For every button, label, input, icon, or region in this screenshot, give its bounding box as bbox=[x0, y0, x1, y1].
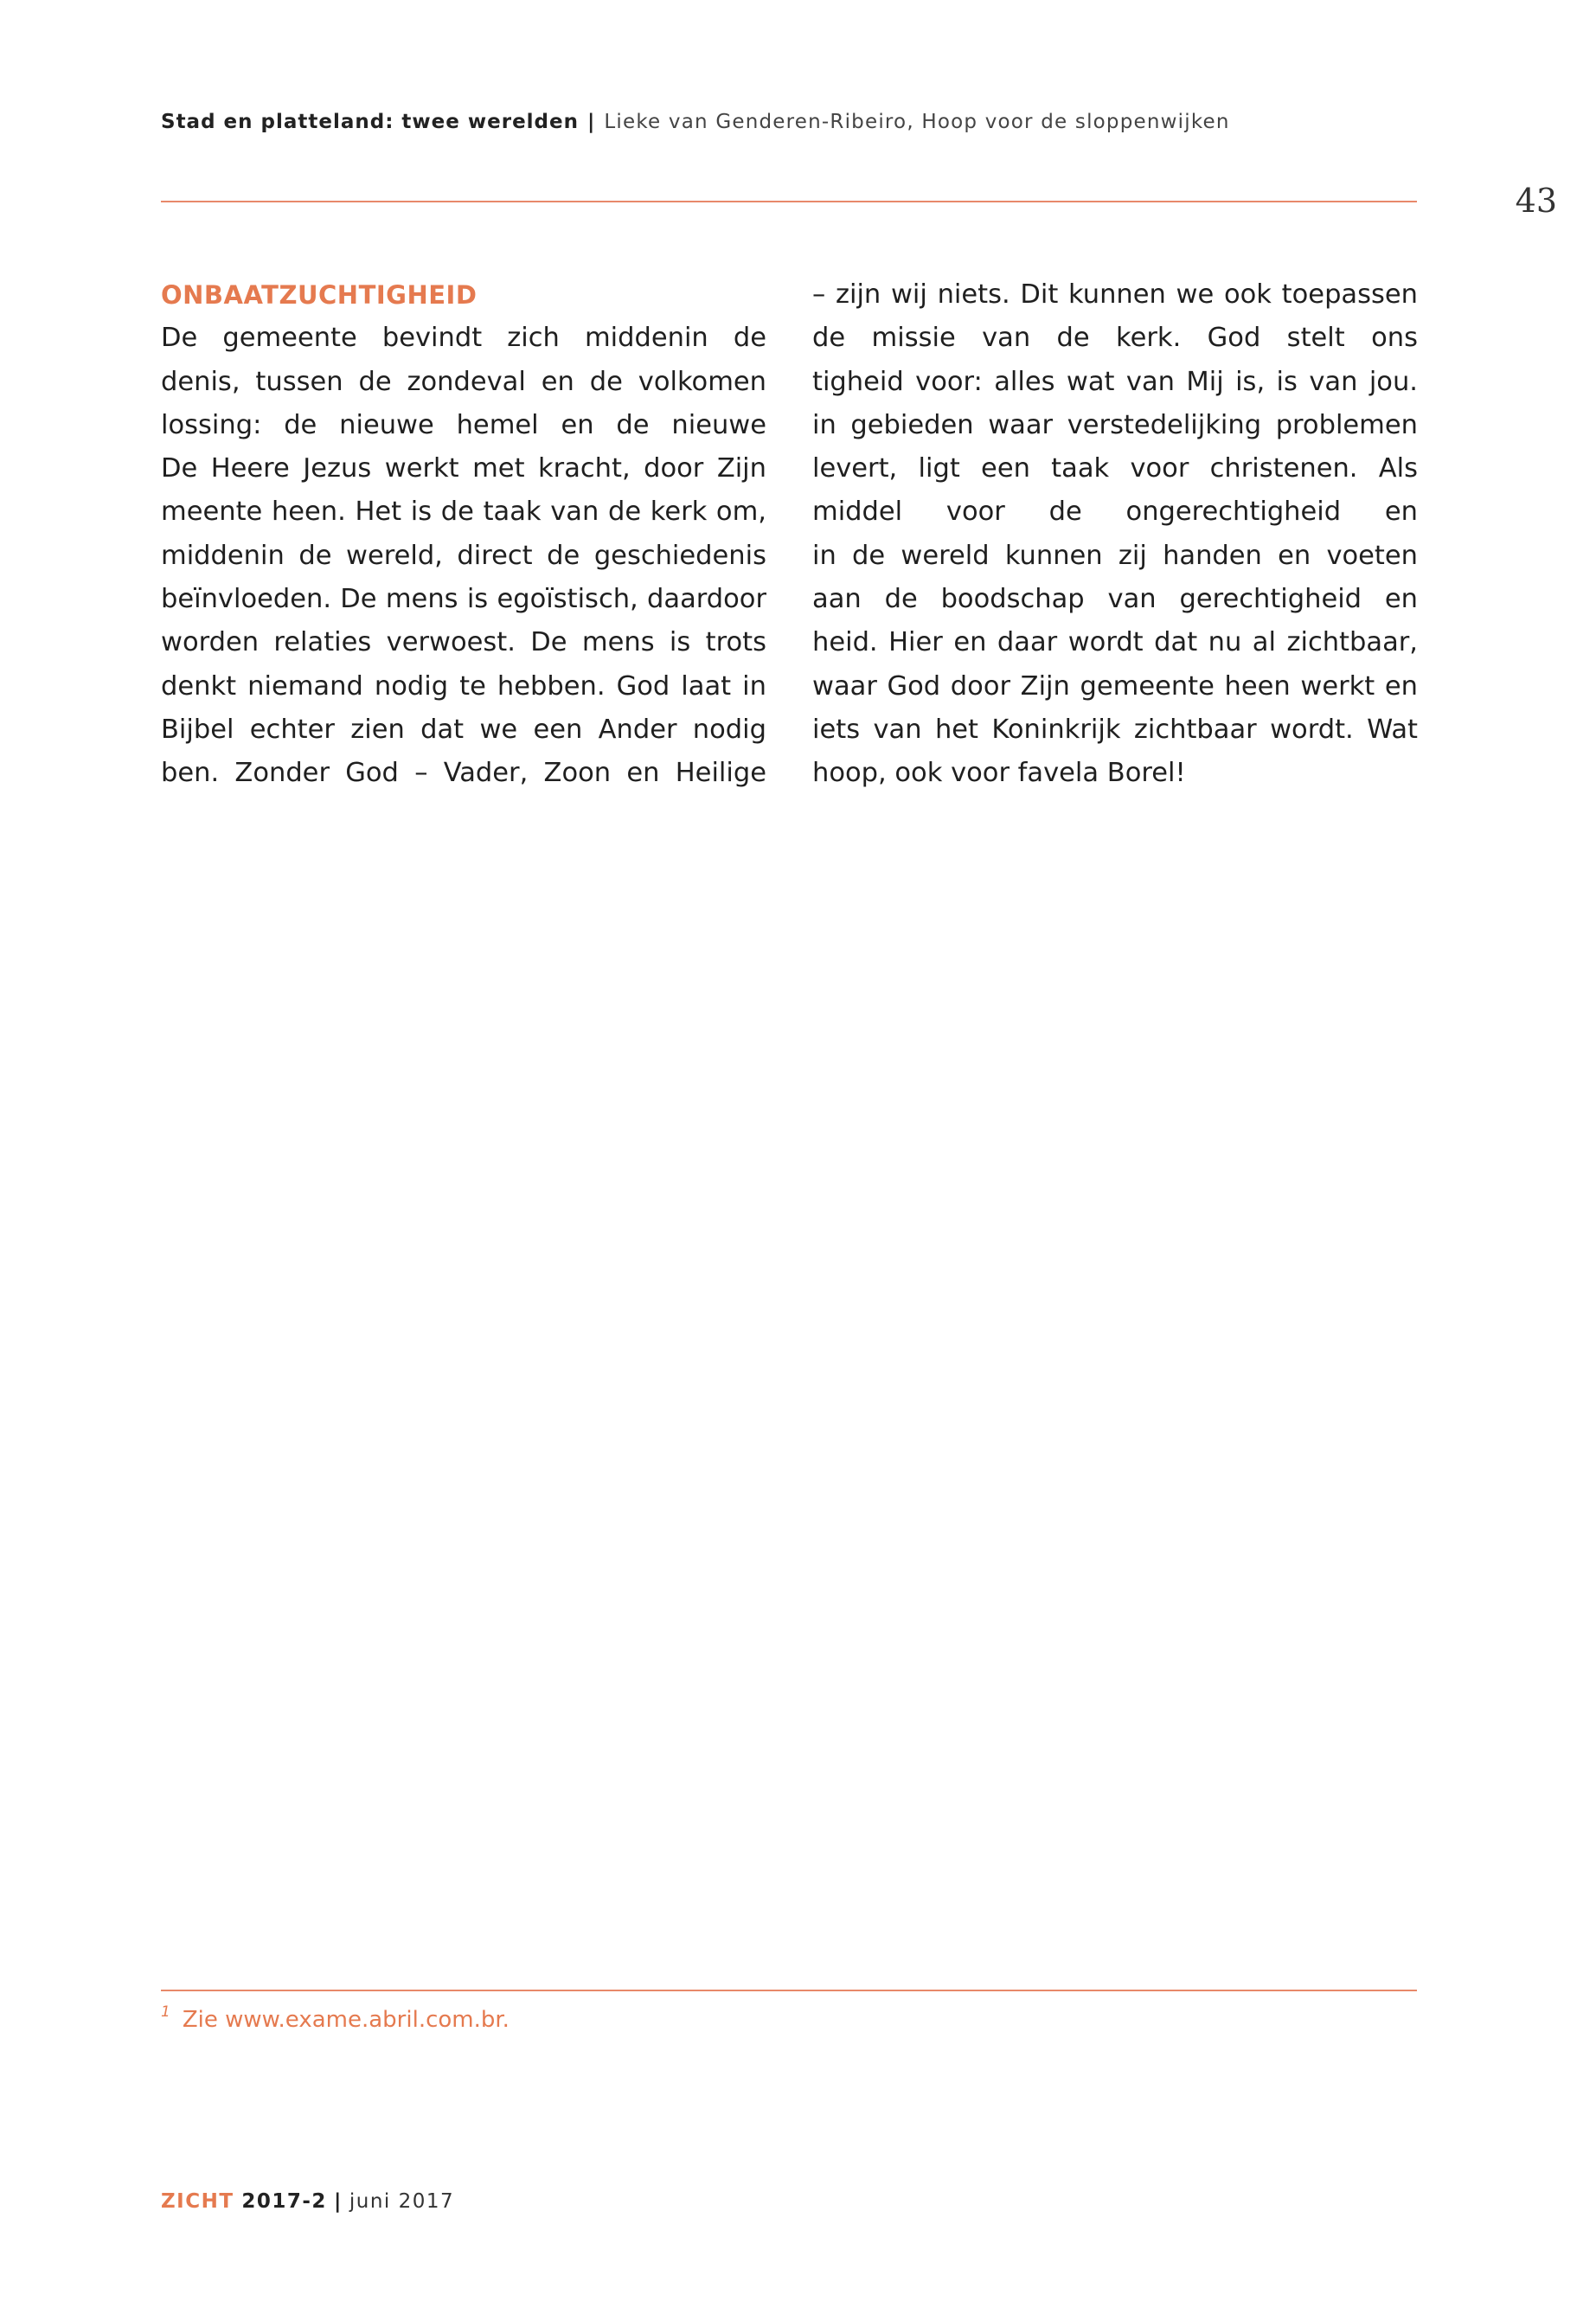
left-column-body bbox=[161, 317, 766, 795]
footer-separator: | bbox=[333, 2190, 343, 2213]
footnote-marker: 1 bbox=[161, 2003, 170, 2021]
header-separator: | bbox=[587, 111, 596, 133]
text-line: in de wereld kunnen zij handen en voeten bbox=[812, 540, 1418, 571]
text-line: ben. Zonder God – Vader, Zoon en Heilige bbox=[161, 758, 766, 789]
text-line: iets van het Koninkrijk zichtbaar wordt. Wat bbox=[812, 714, 1418, 745]
left-column bbox=[161, 273, 766, 796]
right-column bbox=[812, 273, 1418, 796]
section-heading: ONBAATZUCHTIGHEID bbox=[161, 280, 478, 310]
text-line: – zijn wij niets. Dit kunnen we ook toepassen bbox=[812, 279, 1418, 310]
text-line: De Heere Jezus werkt met kracht, door Zijn bbox=[161, 453, 766, 484]
page-footer bbox=[161, 2190, 454, 2213]
text-line: De gemeente bevindt zich middenin de bbox=[161, 323, 766, 354]
text-line: tigheid voor: alles wat van Mij is, is van jou. bbox=[812, 366, 1418, 397]
text-line: denkt niemand nodig te hebben. God laat in bbox=[161, 670, 766, 702]
text-line: levert, ligt een taak voor christenen. Als bbox=[812, 453, 1418, 484]
magazine-name: ZICHT bbox=[161, 2190, 234, 2213]
issue-date: juni 2017 bbox=[349, 2190, 455, 2213]
article-byline: Lieke van Genderen-Ribeiro, Hoop voor de sloppenwijken bbox=[604, 111, 1230, 133]
issue-number: 2017-2 bbox=[241, 2190, 327, 2213]
text-line: lossing: de nieuwe hemel en de nieuwe bbox=[161, 409, 766, 440]
page-number: 43 bbox=[1515, 182, 1557, 220]
text-line: hoop, ook voor favela Borel! bbox=[812, 758, 1186, 789]
text-line: Bijbel echter zien dat we een Ander nodig bbox=[161, 714, 766, 745]
text-line: heid. Hier en daar wordt dat nu al zichtbaar, bbox=[812, 627, 1418, 658]
text-line: meente heen. Het is de taak van de kerk om, bbox=[161, 497, 766, 528]
running-header bbox=[161, 111, 1415, 133]
text-line: middenin de wereld, direct de geschiedenis bbox=[161, 540, 766, 571]
text-line: middel voor de ongerechtigheid en bbox=[812, 497, 1418, 528]
footnote-rule bbox=[161, 1990, 1417, 1991]
text-line: in gebieden waar verstedelijking problemen bbox=[812, 409, 1418, 440]
text-line: de missie van de kerk. God stelt ons bbox=[812, 323, 1418, 354]
text-line: aan de boodschap van gerechtigheid en bbox=[812, 584, 1418, 615]
section-title: Stad en platteland: twee werelden bbox=[161, 111, 579, 133]
text-line: beïnvloeden. De mens is egoïstisch, daardoor bbox=[161, 584, 766, 615]
header-rule bbox=[161, 201, 1417, 202]
footnote-text: Zie www.exame.abril.com.br. bbox=[182, 2007, 510, 2033]
text-line: denis, tussen de zondeval en de volkomen bbox=[161, 366, 766, 397]
text-line: worden relaties verwoest. De mens is trots bbox=[161, 627, 766, 658]
footnote bbox=[161, 2003, 510, 2033]
right-column-body bbox=[812, 273, 1418, 796]
text-line: waar God door Zijn gemeente heen werkt en bbox=[812, 670, 1418, 702]
